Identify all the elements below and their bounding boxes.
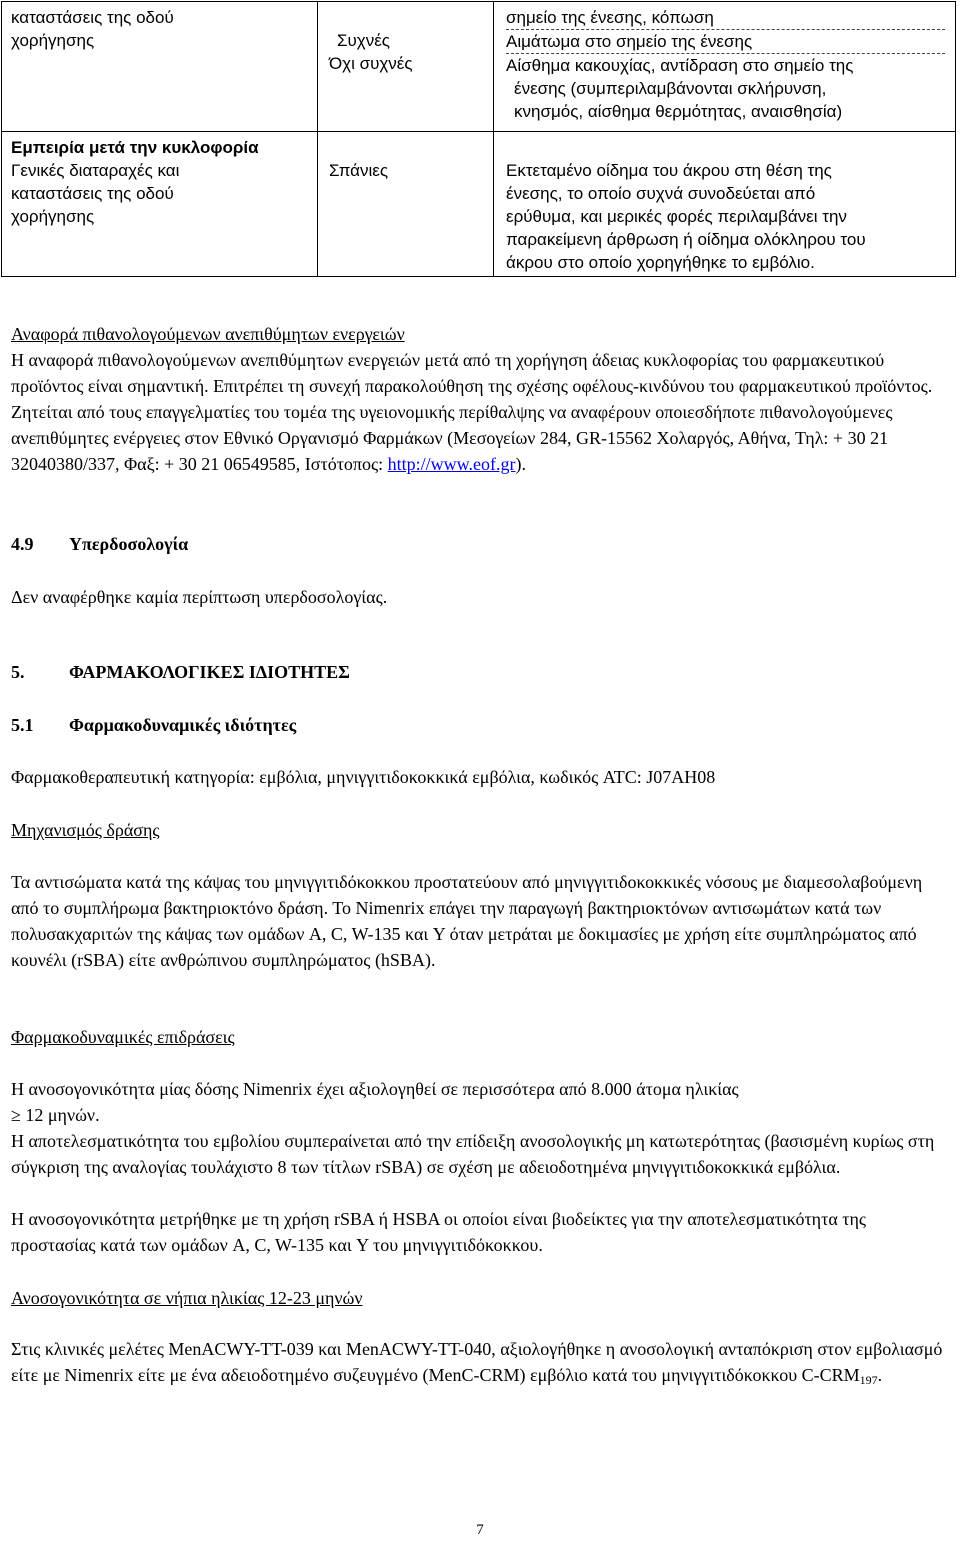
cell-line: σημείο της ένεσης, κόπωση — [506, 6, 945, 30]
crm-subscript: 197 — [859, 1373, 878, 1387]
cell-line: Σπάνιες — [329, 161, 389, 180]
infants-text: Στις κλινικές μελέτες MenACWY-TT-039 και MenACWY-TT-040, αξιολογήθηκε η ανοσολογική ανταπόκριση στον εμβολιασμό είτε με Nimenrix είτε με ένα αδειοδοτημένο συζευγμένο (MenC-CRM) εμβόλιο κατά του μηνιγγιτιδόκοκκου C-CRM — [11, 1339, 943, 1385]
section-5-heading — [11, 659, 951, 685]
cell-line: καταστάσεις της οδού — [11, 184, 174, 203]
section-number: 5. — [11, 662, 25, 682]
pharmacotherapeutic-group: Φαρμακοθεραπευτική κατηγορία: εμβόλια, μηνιγγιτιδοκοκκικά εμβόλια, κωδικός ATC: J07AH08 — [11, 767, 716, 787]
cell-line: κνησμός, αίσθημα θερμότητας, αναισθησία) — [514, 102, 843, 121]
reporting-body — [11, 347, 951, 477]
section-5-1-heading — [11, 712, 951, 738]
effects-line: Η ανοσογονικότητα μίας δόσης Nimenrix έχει αξιολογηθεί σε περισσότερα από 8.000 άτομα ηλικίας — [11, 1079, 739, 1099]
overdose-body: Δεν αναφέρθηκε καμία περίπτωση υπερδοσολογίας. — [11, 587, 388, 607]
section-number: 5.1 — [11, 715, 34, 735]
effects-paragraph-2: Η αποτελεσματικότητα του εμβολίου συμπεραίνεται από την επίδειξη ανοσολογικής μη κατωτερότητας (βασισμένη κυρίως στη σύγκριση της αναλογίας τουλάχιστο 8 των τίτλων rSBA) σε σχέση με αδειοδοτημένα μηνιγγιτιδοκοκκικά εμβόλια. — [11, 1131, 935, 1177]
mechanism-title: Μηχανισμός δράσης — [11, 820, 160, 840]
effects-paragraph-1 — [11, 1076, 951, 1128]
cell-line: χορήγησης — [11, 207, 95, 226]
reporting-text: Η αναφορά πιθανολογούμενων ανεπιθύμητων ενεργειών μετά από τη χορήγηση άδειας κυκλοφορίας του φαρμακευτικού προϊόντος είναι σημαντική. Επιτρέπει τη συνεχή παρακολούθηση της σχέσης οφέλους-κινδύνου του φαρμακευτικού προϊόντος. Ζητείται από τους επαγγελματίες του τομέα της υγειονομικής περίθαλψης να αναφέρουν οποιεσδήποτε πιθανολογούμενες ανεπιθύμητες ενέργειες στον Εθνικό Οργανισμό Φαρμάκων (Μεσογείων 284, GR-15562 Χολαργός, Αθήνα, Τηλ: + 30 21 32040380/337, Φαξ: + 30 21 06549585, Ιστότοπος: — [11, 350, 933, 474]
infants-body — [11, 1336, 951, 1393]
cell-line: καταστάσεις της οδού — [11, 8, 174, 27]
adverse-reactions-table — [1, 1, 956, 277]
cell-line: Όχι συχνές — [329, 54, 413, 73]
page-number: 7 — [476, 1522, 484, 1538]
cell-line: ένεσης, το οποίο συχνά συνοδεύεται από — [506, 184, 816, 203]
cell-line: παρακείμενη άρθρωση ή οίδημα ολόκληρου του — [506, 230, 866, 249]
cell-line: Εκτεταμένο οίδημα του άκρου στη θέση της — [506, 161, 832, 180]
section-title: Υπερδοσολογία — [69, 534, 189, 554]
mechanism-body: Τα αντισώματα κατά της κάψας του μηνιγγιτιδόκοκκου προστατεύουν από μηνιγγιτιδοκοκκικές νόσους με διαμεσολαβούμενη από το συμπλήρωμα βακτηριοκτόνο δράση. Το Nimenrix επάγει την παραγωγή βακτηριοκτόνων αντισωμάτων κατά των πολυσακχαριτών της κάψας των ομάδων A, C, W-135 και Y όταν μετράται με δοκιμασίες με χρήση είτε συμπληρώματος από κουνέλι (rSBA) είτε ανθρώπινου συμπληρώματος (hSBA). — [11, 872, 923, 970]
infants-text-end: . — [877, 1365, 883, 1385]
cell-line: ερύθυμα, και μερικές φορές περιλαμβάνει την — [506, 207, 847, 226]
cell-heading: Εμπειρία μετά την κυκλοφορία — [11, 138, 259, 157]
table-row — [2, 132, 956, 277]
effects-line: ≥ 12 μηνών. — [11, 1105, 100, 1125]
section-number: 4.9 — [11, 534, 34, 554]
table-cell-frequency — [318, 132, 494, 277]
section-4-9-heading — [11, 531, 951, 557]
cell-line: άκρου στο οποίο χορηγήθηκε το εμβόλιο. — [506, 253, 815, 272]
reporting-text-end: ). — [515, 454, 526, 474]
effects-title: Φαρμακοδυναμικές επιδράσεις — [11, 1027, 235, 1047]
table-cell-frequency — [318, 2, 494, 132]
cell-line: Γενικές διαταραχές και — [11, 161, 180, 180]
cell-line: Αιμάτωμα στο σημείο της ένεσης — [506, 30, 945, 54]
cell-line: ένεσης (συμπεριλαμβάνονται σκλήρυνση, — [514, 79, 827, 98]
table-cell-reactions — [494, 132, 956, 277]
cell-line: Συχνές — [337, 31, 391, 50]
table-cell-soc — [2, 132, 318, 277]
table-cell-soc — [2, 2, 318, 132]
section-title: ΦΑΡΜΑΚΟΛΟΓΙΚΕΣ ΙΔΙΟΤΗΤΕΣ — [69, 662, 350, 682]
section-title: Φαρμακοδυναμικές ιδιότητες — [69, 715, 297, 735]
reporting-title: Αναφορά πιθανολογούμενων ανεπιθύμητων ενεργειών — [11, 324, 405, 344]
eof-website-link[interactable]: http://www.eof.gr — [387, 454, 516, 474]
cell-line: Αίσθημα κακουχίας, αντίδραση στο σημείο της — [506, 56, 854, 75]
effects-paragraph-3: Η ανοσογονικότητα μετρήθηκε με τη χρήση rSBA ή HSBA οι οποίοι είναι βιοδείκτες για την αποτελεσματικότητα της προστασίας κατά των ομάδων A, C, W-135 και Y του μηνιγγιτιδόκοκκου. — [11, 1209, 867, 1255]
table-cell-reactions — [494, 2, 956, 132]
table-row — [2, 2, 956, 132]
cell-line: χορήγησης — [11, 31, 95, 50]
infants-title: Ανοσογονικότητα σε νήπια ηλικίας 12-23 μηνών — [11, 1288, 363, 1308]
